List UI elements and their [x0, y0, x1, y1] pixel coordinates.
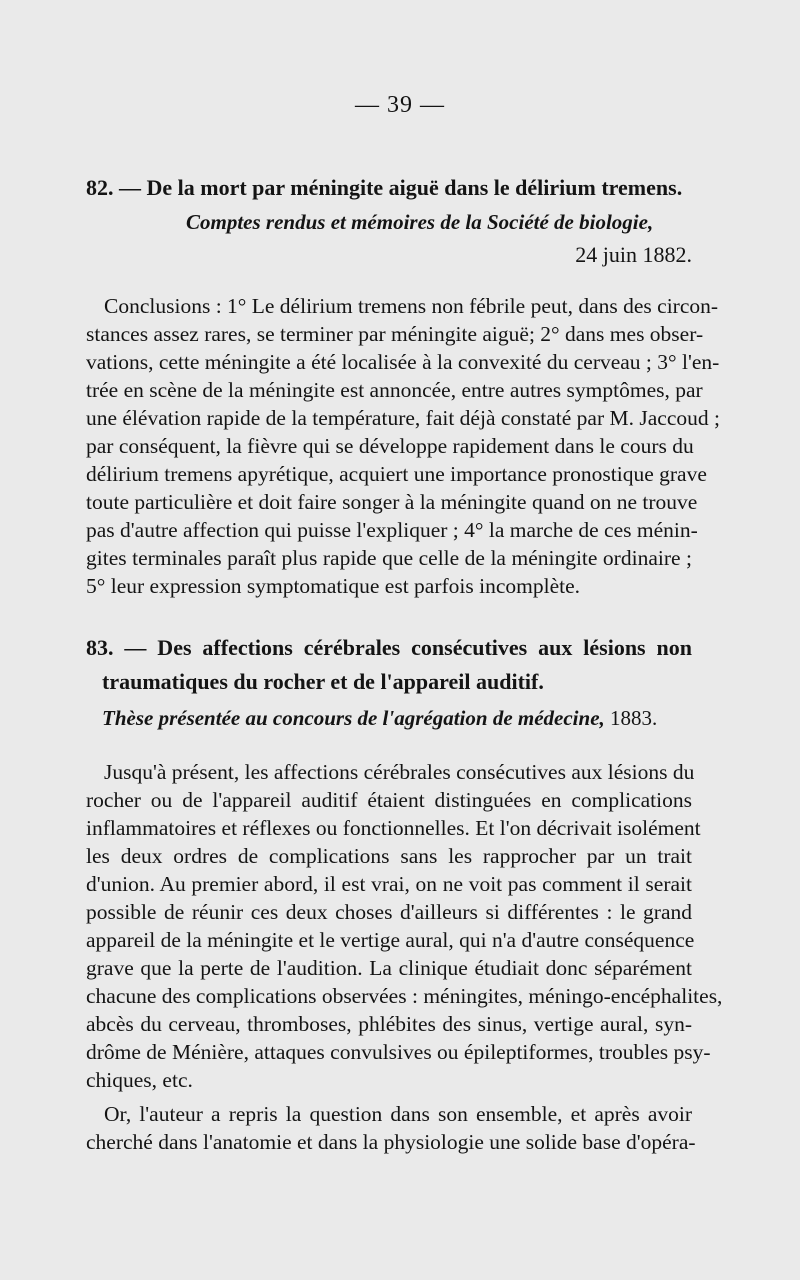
paragraph-line: délirium tremens apyrétique, acquiert une importance pronostique grave	[86, 462, 707, 486]
section-source	[102, 704, 692, 732]
paragraph-line: possible de réunir ces deux choses d'ailleurs si différentes : le grand	[86, 900, 692, 924]
page-number: — 39 —	[355, 92, 445, 118]
paragraph-line: cherché dans l'anatomie et dans la physiologie une solide base d'opéra-	[86, 1130, 696, 1154]
paragraph-line: d'union. Au premier abord, il est vrai, on ne voit pas comment il serait	[86, 872, 692, 896]
section-heading: 82. — De la mort par méningite aiguë dans le délirium tremens.	[86, 175, 683, 200]
paragraph-line: les deux ordres de complications sans les rapprocher par un trait	[86, 844, 692, 868]
paragraph-line: appareil de la méningite et le vertige aural, qui n'a d'autre conséquence	[86, 928, 695, 952]
source-year: 1883.	[610, 706, 658, 730]
paragraph-line: rocher ou de l'appareil auditif étaient distinguées en complications	[86, 788, 692, 812]
section-source: Comptes rendus et mémoires de la Société de biologie,	[186, 210, 654, 234]
paragraph-line: chacune des complications observées : méningites, méningo-encéphalites,	[86, 984, 723, 1008]
paragraph-line: Conclusions : 1° Le délirium tremens non fébrile peut, dans des circon-	[104, 294, 719, 318]
section-heading: traumatiques du rocher et de l'appareil auditif.	[102, 669, 544, 694]
paragraph-line: drôme de Ménière, attaques convulsives ou épileptiformes, troubles psy-	[86, 1040, 711, 1064]
paragraph-line: abcès du cerveau, thromboses, phlébites des sinus, vertige aural, syn-	[86, 1012, 692, 1036]
paragraph-line: pas d'autre affection qui puisse l'expliquer ; 4° la marche de ces ménin-	[86, 518, 698, 542]
paragraph-line: 5° leur expression symptomatique est parfois incomplète.	[86, 574, 581, 598]
paragraph-line: trée en scène de la méningite est annoncée, entre autres symptômes, par	[86, 378, 703, 402]
paragraph-line: chiques, etc.	[86, 1068, 193, 1092]
paragraph-line: Jusqu'à présent, les affections cérébrales consécutives aux lésions du	[104, 760, 695, 784]
paragraph-line: Or, l'auteur a repris la question dans son ensemble, et après avoir	[104, 1102, 692, 1126]
paragraph-line: grave que la perte de l'audition. La clinique étudiait donc séparément	[86, 956, 692, 980]
paragraph-line: inflammatoires et réflexes ou fonctionnelles. Et l'on décrivait isolément	[86, 816, 701, 840]
source-title: Thèse présentée au concours de l'agrégation de médecine,	[102, 706, 605, 730]
paragraph-line: une élévation rapide de la température, fait déjà constaté par M. Jaccoud ;	[86, 406, 720, 430]
paragraph-line: vations, cette méningite a été localisée à la convexité du cerveau ; 3° l'en-	[86, 350, 720, 374]
paragraph-line: par conséquent, la fièvre qui se développe rapidement dans le cours du	[86, 434, 694, 458]
paragraph-line: gites terminales paraît plus rapide que celle de la méningite ordinaire ;	[86, 546, 692, 570]
section-heading: 83. — Des affections cérébrales consécutives aux lésions non	[86, 635, 692, 660]
paragraph-line: toute particulière et doit faire songer à la méningite quand on ne trouve	[86, 490, 698, 514]
paragraph-line: stances assez rares, se terminer par méningite aiguë; 2° dans mes obser-	[86, 322, 704, 346]
section-date: 24 juin 1882.	[575, 242, 692, 267]
